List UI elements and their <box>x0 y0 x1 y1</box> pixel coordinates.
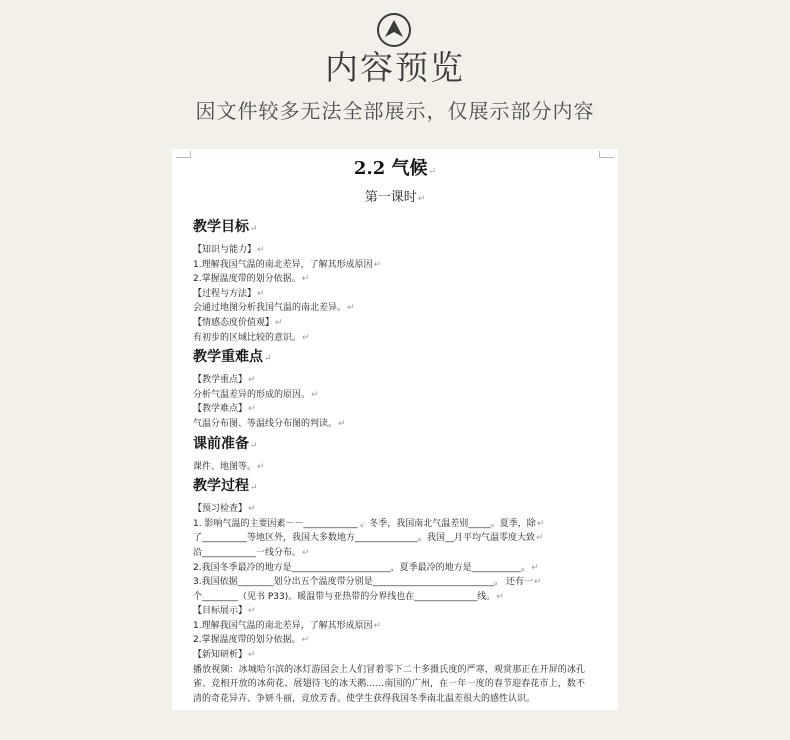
section-heading: 教学过程↵ <box>193 478 258 495</box>
section-heading: 教学目标↵ <box>193 219 258 235</box>
document-line: 2.我国冬季最冷的地方是______________________，夏季最冷的地方是___________。↵ <box>193 562 539 573</box>
document-body <box>193 215 585 706</box>
document-line: 1.理解我国气温的南北差异，了解其形成原因↵ <box>193 620 382 631</box>
document-line: 【教学难点】↵ <box>193 404 256 415</box>
document-line: 【知识与能力】↵ <box>193 245 265 255</box>
document-line: 分析气温差异的形成的原因。↵ <box>193 389 319 400</box>
page-subtitle: 因文件较多无法全部展示，仅展示部分内容 <box>195 99 595 123</box>
section-heading: 课前准备↵ <box>193 435 258 452</box>
document-line: 了__________等地区外，我国大多数地方______________。我国__月平均气温零度大致↵ <box>193 533 544 544</box>
document-line: 个________（见书 P33)。暖温带与亚热带的分界线也在______________线。↵ <box>193 591 504 602</box>
document-line: 1.理解我国气温的南北差异，了解其形成原因↵ <box>193 259 382 270</box>
up-arrow-badge-icon <box>376 12 412 48</box>
document-paragraph: 播放视频：冰城哈尔滨的冰灯游园会上人们冒着零下二十多摄氏度的严寒，观赏那正在开屏的冰孔雀、竞相开放的冰荷花、展翅待飞的冰天鹅……南国的广州，在一年一度的春节迎春花市上，数不清的奇花异卉、争妍斗丽，竞放芳香。使学生获得我国冬季南北温差很大的感性认识。 <box>193 664 585 704</box>
document-line: 课件、地图等。↵ <box>193 461 265 472</box>
document-line: 1. 影响气温的主要因素－－____________ 。冬季，我国南北气温差别_____。夏季，除↵ <box>193 518 545 529</box>
document-line: 【新知研析】↵ <box>193 650 256 661</box>
document-line: 【过程与方法】↵ <box>193 288 265 299</box>
document-line: 气温分布图、等温线分布图的判读。↵ <box>193 418 346 429</box>
document-line: 有初步的区域比较的意识。↵ <box>193 332 310 343</box>
document-line: 【教学重点】↵ <box>193 375 256 386</box>
document-line: 3.我国依据________划分出五个温度带分别是___________________________。 还有一↵ <box>193 577 542 588</box>
document-line: 2.掌握温度带的划分依据。↵ <box>193 635 310 646</box>
document-subtitle: 第一课时↵ <box>364 190 426 205</box>
document-preview <box>172 149 618 710</box>
document-line: 【目标展示】↵ <box>193 606 256 617</box>
document-line: 会通过地图分析我国气温的南北差异。↵ <box>193 303 355 314</box>
document-line: 【情感态度价值观】↵ <box>193 317 283 328</box>
section-heading: 教学重难点↵ <box>193 349 272 366</box>
page-title: 内容预览 <box>325 48 465 87</box>
document-line: 【预习检查】↵ <box>193 504 256 515</box>
document-title: 2.2 气候↵ <box>353 158 437 179</box>
document-line: 沿____________一线分布。↵ <box>193 547 310 558</box>
document-line: 2.掌握温度带的划分依据。↵ <box>193 274 310 285</box>
